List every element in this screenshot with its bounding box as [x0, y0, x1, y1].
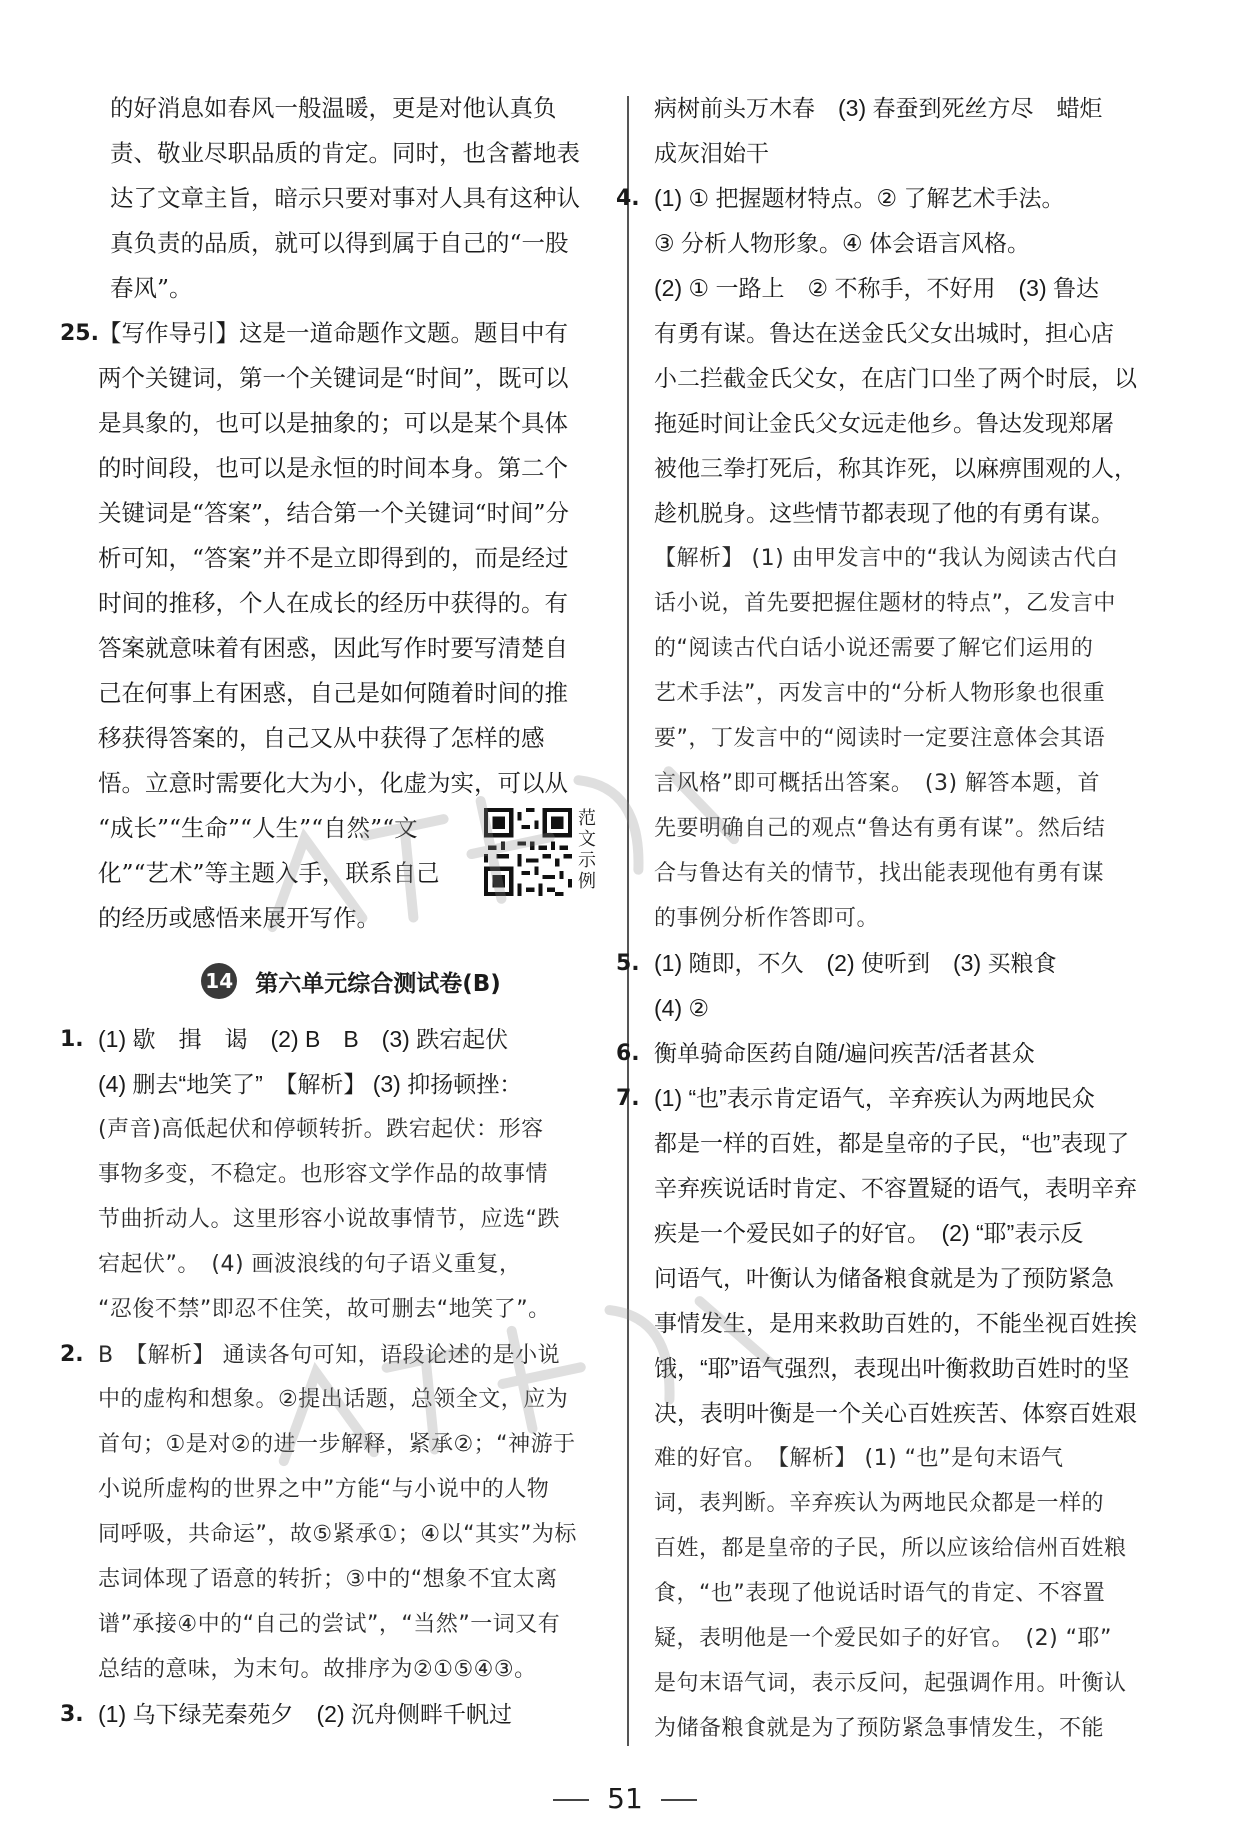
text-line: 病树前头万木春 (3) 春蚕到死丝方尽 蜡炬	[654, 95, 1103, 121]
text-line: 合与鲁达有关的情节，找出能表现他有勇有谋	[654, 861, 1105, 886]
text-line: 同呼吸，共命运”，故⑤紧承①；④以“其实”为标	[98, 1522, 577, 1547]
text-line: 的经历或感悟来展开写作。	[98, 904, 380, 932]
text-line: 时间的推移，个人在成长的经历中获得的。有	[98, 589, 568, 617]
question-4	[616, 176, 1194, 941]
text-line: 关键词是“答案”，结合第一个关键词“时间”分	[98, 499, 570, 527]
text-line: 衡单骑命医药自随/遍问疾苦/活者甚众	[654, 1040, 1035, 1066]
text-line: 达了文章主旨，暗示只要对事对人具有这种认	[110, 184, 580, 212]
text-line: 言风格”即可概括出答案。 (3) 解答本题，首	[654, 771, 1101, 796]
text-line: (1) ① 把握题材特点。② 了解艺术手法。	[654, 185, 1065, 211]
text-line: 百姓，都是皇帝的子民，所以应该给信州百姓粮	[654, 1536, 1127, 1561]
question-6	[616, 1031, 1194, 1076]
text-line: 是具象的，也可以是抽象的；可以是某个具体	[98, 409, 568, 437]
column-divider	[627, 96, 629, 1746]
page-number-dash	[661, 1799, 697, 1801]
section-number-badge: 14	[201, 963, 237, 999]
text-line: 移获得答案的，自己又从中获得了怎样的感	[98, 724, 545, 752]
text-line: 悟。立意时需要化大为小，化虚为实，可以从	[98, 769, 568, 797]
text-line: (4) 删去“地笑了” 【解析】 (3) 抑扬顿挫：	[98, 1071, 523, 1097]
text-line: 的事例分析作答即可。	[654, 906, 880, 931]
text-line: 宕起伏”。 (4) 画波浪线的句子语义重复，	[98, 1252, 522, 1277]
page-number-dash	[553, 1799, 589, 1801]
text-line: 志词体现了语意的转折；③中的“想象不宜太离	[98, 1567, 558, 1592]
page-number	[0, 1782, 1250, 1815]
text-line: 小二拦截金氏父女，在店门口坐了两个时辰，以	[654, 365, 1137, 391]
text-line: 答案就意味着有困惑，因此写作时要写清楚自	[98, 634, 568, 662]
text-line: 趁机脱身。这些情节都表现了他的有勇有谋。	[654, 500, 1114, 526]
sample-essay-qr[interactable]	[484, 808, 600, 896]
text-line: B 【解析】 通读各句可知，语段论述的是小说	[98, 1343, 561, 1368]
text-line: (2) ① 一路上 ② 不称手，不好用 (3) 鲁达	[654, 275, 1100, 301]
text-line: (1) 随即，不久 (2) 使听到 (3) 买粮食	[654, 950, 1057, 976]
qr-code-icon[interactable]	[484, 808, 572, 896]
question-2	[60, 1332, 604, 1692]
text-line: 析可知，“答案”并不是立即得到的，而是经过	[98, 544, 569, 572]
text-line: 事物多变，不稳定。也形容文学作品的故事情	[98, 1162, 549, 1187]
question-1	[60, 1017, 604, 1332]
text-line: 被他三拳打死后，称其诈死，以麻痹围观的人，	[654, 455, 1137, 481]
qr-label-char: 例	[578, 871, 596, 892]
question-number: 2.	[60, 1342, 84, 1367]
text-line: 艺术手法”，丙发言中的“分析人物形象也很重	[654, 681, 1106, 706]
text-line: 成灰泪始干	[654, 140, 769, 166]
page-number-value: 51	[607, 1782, 643, 1815]
text-line: 饿，“耶”语气强烈，表现出叶衡救助百姓时的坚	[654, 1355, 1130, 1381]
question-3	[60, 1692, 604, 1737]
text-line: 【写作导引】这是一道命题作文题。题目中有	[98, 319, 568, 347]
qr-label	[578, 808, 600, 892]
text-line: (4) ②	[654, 995, 710, 1021]
text-line: 首句；①是对②的进一步解释，紧承②；“神游于	[98, 1432, 576, 1457]
left-column	[60, 86, 604, 1737]
text-line: 的好消息如春风一般温暖，更是对他认真负	[110, 94, 557, 122]
qr-label-char: 文	[578, 829, 596, 850]
text-line: 辛弃疾说话时肯定、不容置疑的语气，表明辛弃	[654, 1175, 1137, 1201]
text-line: 要”，丁发言中的“阅读时一定要注意体会其语	[654, 726, 1106, 751]
text-line: 事情发生，是用来救助百姓的，不能坐视百姓挨	[654, 1310, 1137, 1336]
question-5	[616, 941, 1194, 1031]
text-line: 疑，表明他是一个爱民如子的好官。 (2) “耶”	[654, 1626, 1112, 1651]
question-7	[616, 1076, 1194, 1751]
text-line: “忍俊不禁”即忍不住笑，故可删去“地笑了”。	[98, 1297, 551, 1322]
text-line: 责、敬业尽职品质的肯定。同时，也含蓄地表	[110, 139, 580, 167]
text-line: 先要明确自己的观点“鲁达有勇有谋”。然后结	[654, 816, 1106, 841]
text-line: (声音)高低起伏和停顿转折。跌宕起伏：形容	[98, 1117, 544, 1142]
text-line: (1) 歇 揖 谒 (2) B B (3) 跌宕起伏	[98, 1026, 509, 1052]
right-column	[616, 86, 1194, 1751]
question-number: 25.	[60, 321, 99, 346]
question-number: 5.	[616, 951, 640, 976]
text-line: 两个关键词，第一个关键词是“时间”，既可以	[98, 364, 569, 392]
text-line: 小说所虚构的世界之中”方能“与小说中的人物	[98, 1477, 550, 1502]
question-number: 7.	[616, 1086, 640, 1111]
text-line: 节曲折动人。这里形容小说故事情节，应选“跌	[98, 1207, 560, 1232]
text-line: (1) “也”表示肯定语气，辛弃疾认为两地民众	[654, 1085, 1095, 1111]
q3-continuation	[654, 86, 1194, 176]
question-number: 4.	[616, 186, 640, 211]
text-line: 为储备粮食就是为了预防紧急事情发生，不能	[654, 1716, 1105, 1741]
text-line: 话小说，首先要把握住题材的特点”，乙发言中	[654, 591, 1116, 616]
text-line: 总结的意味，为末句。故排序为②①⑤④③。	[98, 1657, 537, 1682]
text-line: 决，表明叶衡是一个关心百姓疾苦、体察百姓艰	[654, 1400, 1137, 1426]
question-number: 6.	[616, 1041, 640, 1066]
text-line: 谱”承接④中的“自己的尝试”，“当然”一词又有	[98, 1612, 561, 1637]
text-line: 的“阅读古代白话小说还需要了解它们运用的	[654, 636, 1094, 661]
section-title: 第六单元综合测试卷(B)	[255, 970, 501, 997]
q24-continuation	[98, 86, 604, 311]
text-line: 食，“也”表现了他说话时语气的肯定、不容置	[654, 1581, 1106, 1606]
text-line: 春风”。	[110, 274, 193, 302]
qr-label-char: 范	[578, 808, 596, 829]
text-line: 己在何事上有困惑，自己是如何随着时间的推	[98, 679, 568, 707]
text-line: 的时间段，也可以是永恒的时间本身。第二个	[98, 454, 568, 482]
text-line: 问语气，叶衡认为储备粮食就是为了预防紧急	[654, 1265, 1114, 1291]
text-line: (1) 乌下绿芜秦苑夕 (2) 沉舟侧畔千帆过	[98, 1701, 512, 1727]
text-line: “成长”“生命”“人生”“自然”“文	[98, 814, 418, 842]
text-line: 【解析】 (1) 由甲发言中的“我认为阅读古代白	[654, 546, 1119, 571]
text-line: ③ 分析人物形象。④ 体会语言风格。	[654, 230, 1031, 256]
text-line: 拖延时间让金氏父女远走他乡。鲁达发现郑屠	[654, 410, 1114, 436]
text-line: 有勇有谋。鲁达在送金氏父女出城时，担心店	[654, 320, 1114, 346]
text-line: 词，表判断。辛弃疾认为两地民众都是一样的	[654, 1491, 1105, 1516]
question-number: 1.	[60, 1027, 84, 1052]
text-line: 都是一样的百姓，都是皇帝的子民，“也”表现了	[654, 1130, 1130, 1156]
text-line: 难的好官。 【解析】 (1) “也”是句末语气	[654, 1446, 1064, 1471]
text-line: 化”“艺术”等主题入手，联系自己	[98, 859, 440, 887]
question-number: 3.	[60, 1702, 84, 1727]
text-line: 真负责的品质，就可以得到属于自己的“一股	[110, 229, 569, 257]
text-line: 中的虚构和想象。②提出话题，总领全文，应为	[98, 1387, 569, 1412]
text-line: 疾是一个爱民如子的好官。 (2) “耶”表示反	[654, 1220, 1084, 1246]
section-heading	[98, 949, 604, 1013]
qr-label-char: 示	[578, 850, 596, 871]
text-line: 是句末语气词，表示反问，起强调作用。叶衡认	[654, 1671, 1127, 1696]
